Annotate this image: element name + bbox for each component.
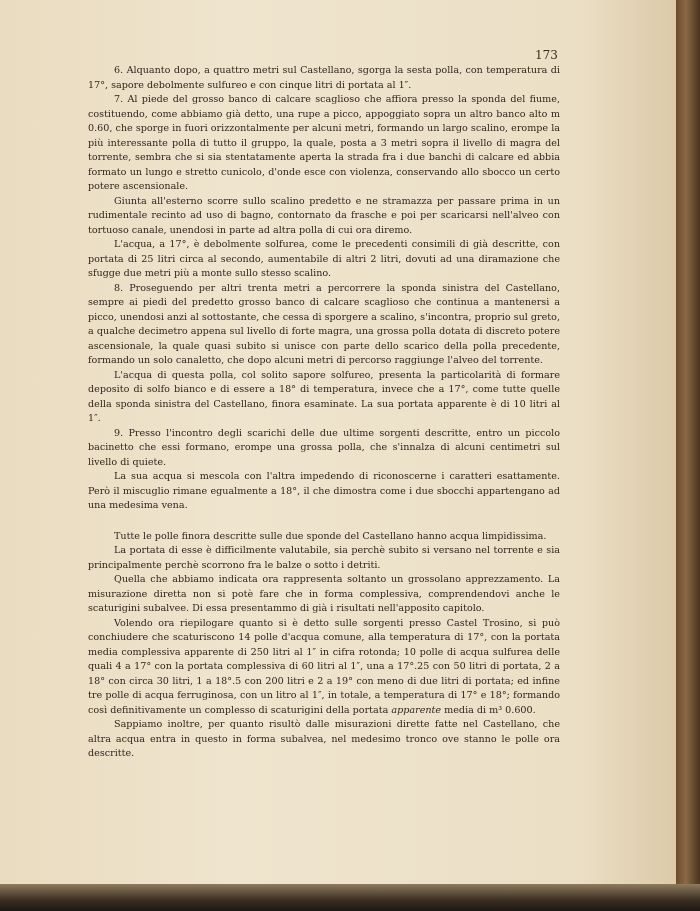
paragraph-7-water: L'acqua, a 17°, è debolmente solfurea, come le precedenti consimili di già descritte, con portata di 25 litri circa al secondo, aumentabile di altri 2 litri, dovuti ad una diramazione che sfugge due metri più a monte sullo stesso scalino. (88, 239, 560, 279)
paragraph-7: 7. Al piede del grosso banco di calcare scaglioso che affiora presso la sponda del fiume, costituendo, come abbiamo già detto, una rupe a picco, appoggiato sopra un altro banco alto m 0.60, che sporge in fuori orizzontalmente per alcuni metri, formando un largo scalino, erompe la più interessante polla di tutto il gruppo, la quale, posta a 3 metri sopra il livello di magra del torrente, sembra che si sia stentatamente aperta la strada fra i due banchi di calcare ed abbia formato un lungo e stretto cunicolo, d'onde esce con violenza, conservando allo sbocco un certo potere ascensionale. (88, 94, 560, 192)
book-edge-bottom (0, 884, 700, 911)
book-edge-right (676, 0, 700, 911)
recap-text-end: media di m³ 0.600. (444, 704, 536, 716)
recap-italic-word: apparente (391, 704, 442, 716)
paragraph-summary-flow: La portata di esse è difficilmente valutabile, sia perchè subito si versano nel torrente e sia principalmente perchè scorrono fra le balze o sotto i detriti. (88, 545, 560, 571)
paragraph-9: 9. Presso l'incontro degli scarichi delle due ultime sorgenti descritte, entro un piccolo bacinetto che essi formano, erompe una grossa polla, che s'innalza di alcuni centimetri sul livello di quiete. (88, 427, 560, 468)
page-number: 173 (535, 48, 558, 62)
paragraph-9-water: La sua acqua si mescola con l'altra impedendo di riconoscerne i caratteri esattamente. Però il miscuglio rimane egualmente a 18°, il che dimostra come i due sbocchi appartengano ad una medesima vena. (88, 471, 560, 511)
paragraph-summary-recap (88, 617, 560, 719)
paragraph-6: 6. Alquanto dopo, a quattro metri sul Castellano, sgorga la sesta polla, con temperatura di 17°, sapore debolmente sulfureo e con cinque litri di portata al 1″. (88, 65, 560, 91)
paragraph-summary-measure: Quella che abbiamo indicata ora rappresenta soltanto un grossolano apprezzamento. La misurazione diretta non si potè fare che in forma complessiva, comprendendovi anche le scaturigini subalvee. Di essa presentammo di già i risultati nell'apposito capitolo. (88, 574, 560, 614)
paragraph-8: 8. Proseguendo per altri trenta metri a percorrere la sponda sinistra del Castellano, sempre ai piedi del predetto grosso banco di calcare scaglioso che continua a mantenersi a picco, unendosi anzi al sottostante, che cessa di sporgere a scalino, s'incontra, proprio sul greto, a qualche decimetro appena sul livello di forte magra, una grossa polla dotata di discreto potere ascensionale, la quale quasi subito si unisce con parte dello scarico della polla precedente, formando un solo canaletto, che dopo alcuni metri di percorso raggiunge l'alveo del torrente. (88, 282, 560, 366)
paragraph-8-water: L'acqua di questa polla, col solito sapore solfureo, presenta la particolarità di formare deposito di solfo bianco e di essere a 18° di temperatura, invece che a 17°, come tutte quelle della sponda sinistra del Castellano, finora esaminate. La sua portata apparente è di 10 litri al 1″. (88, 369, 560, 424)
paragraph-7-outflow: Giunta all'esterno scorre sullo scalino predetto e ne stramazza per passare prima in un rudimentale recinto ad uso di bagno, contornato da frasche e poi per scaricarsi nell'alveo con tortuoso canale, unendosi in parte ad altra polla di cui ora diremo. (88, 195, 560, 236)
paragraph-summary-clarity: Tutte le polle finora descritte sulle due sponde del Castellano hanno acqua limpidissima. (114, 530, 547, 542)
recap-text: Volendo ora riepilogare quanto si è detto sulle sorgenti presso Castel Trosino, si può conchiudere che scaturiscono 14 polle d'acqua comune, alla temperatura di 17°, con la portata media complessiva apparente di 250 litri al 1″ in cifra rotonda; 10 polle di acqua sulfurea delle quali 4 a 17° con la portata complessiva di 60 litri al 1″, una a 17°.25 con 50 litri di portata, 2 a 18° con circa 30 litri, 1 a 18°.5 con 200 litri e 2 a 19° con meno di due litri di portata; ed infine tre polle di acqua ferruginosa, con un litro al 1″, in totale, a temperatura di 17° e 18°; formando così definitivamente un complesso di scaturigini della portata (88, 617, 560, 716)
paragraph-final: Sappiamo inoltre, per quanto risultò dalle misurazioni dirette fatte nel Castellano, che altra acqua entra in questo in forma subalvea, nel medesimo tronco ove stanno le polle ora descritte. (88, 719, 560, 759)
page-body (88, 64, 560, 762)
